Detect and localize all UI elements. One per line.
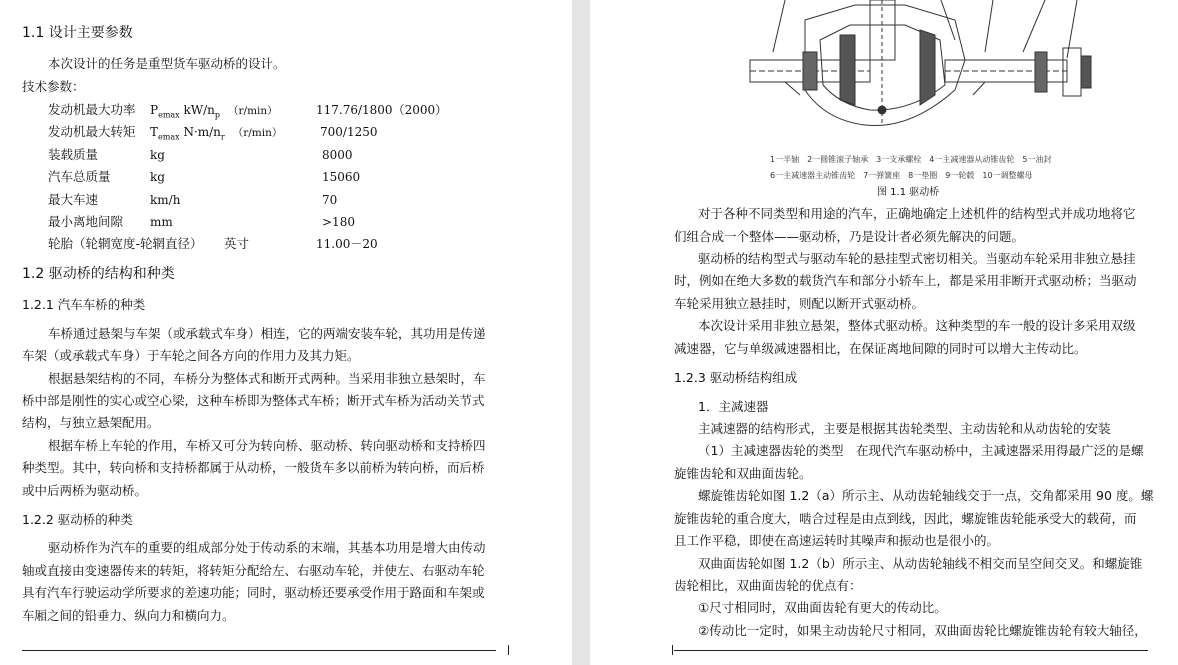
param-value: 8000 (322, 148, 353, 162)
param-symbol: km/h (150, 193, 181, 207)
footer-rule (674, 650, 1148, 651)
text-line: 旋锥齿轮的重合度大，啮合过程是由点到线，因此，螺旋锥齿轮能承受大的载荷，而 (674, 511, 1137, 526)
text-line: 轴或直接由变速器传来的转矩，将转矩分配给左、右驱动车轮，并使左、右驱动车轮 (22, 563, 485, 578)
text-line: 且工作平稳，即使在高速运转时其噪声和振动也是很小的。 (674, 533, 1000, 548)
corner-mark (672, 645, 673, 655)
text-line: 桥中部是刚性的实心或空心梁，这种车桥即为整体式车桥；断开式车桥为活动关节式 (22, 393, 485, 408)
figure-caption: 图 1.1 驱动桥 (877, 187, 940, 198)
text-line: 根据车桥上车轮的作用，车桥又可分为转向桥、驱动桥、转向驱动桥和支持桥四 (48, 438, 486, 453)
text-line: 驱动桥作为汽车的重要的组成部分处于传动系的末端，其基本功用是增大由传动 (48, 540, 486, 555)
left-page (0, 0, 572, 665)
text-line: 根据悬架结构的不同，车桥分为整体式和断开式两种。当采用非独立悬架时，车 (48, 371, 486, 386)
figure-legend-line: 1一半轴 2一圆锥滚子轴承 3一支承螺栓 4一主减速器从动锥齿轮 5一油封 (770, 155, 1052, 164)
figure-legend-line: 6一主减速器主动锥齿轮 7一弹簧座 8一垫圈 9一轮毂 10一调整螺母 (770, 171, 1033, 180)
text-line: 双曲面齿轮如图 1.2（b）所示主、从动齿轮轴线不相交而呈空间交叉。和螺旋锥 (698, 556, 1143, 571)
list-item: ①尺寸相同时，双曲面齿轮有更大的传动比。 (698, 600, 947, 615)
param-symbol: $P_{emax}$ $kW/n_p$ （r/min） (150, 103, 278, 120)
param-name: 发动机最大转矩 (48, 124, 136, 139)
section-heading-1-1: 1.1 设计主要参数 (22, 25, 133, 41)
param-name: 最小离地间隙 (48, 214, 124, 229)
list-heading-main-reducer: 1．主减速器 (698, 399, 769, 414)
text-line: 时，例如在绝大多数的载货汽车和部分小轿车上，都是采用非断开式驱动桥；当驱动 (674, 273, 1137, 288)
param-name: 轮胎（轮辋宽度-轮辋直径） (48, 236, 203, 251)
subsection-heading-1-2-1: 1.2.1 汽车车桥的种类 (22, 297, 146, 312)
intro-paragraph: 本次设计的任务是重型货车驱动桥的设计。 (48, 56, 286, 71)
text-line: 驱动桥的结构型式与驱动车轮的悬挂型式密切相关。当驱动车轮采用非独立悬挂 (698, 251, 1136, 266)
text-line: 齿轮相比，双曲面齿轮的优点有： (674, 578, 862, 593)
right-page (590, 0, 1178, 665)
list-item: ②传动比一定时，如果主动齿轮尺寸相同，双曲面齿轮比螺旋锥齿轮有较大轴径， (698, 623, 1147, 638)
param-value: >180 (322, 215, 355, 229)
subsection-heading-1-2-2: 1.2.2 驱动桥的种类 (22, 512, 133, 527)
text-line: 结构，与独立悬架配用。 (22, 415, 160, 430)
param-name: 装载质量 (48, 147, 99, 162)
text-line: 对于各种不同类型和用途的汽车，正确地确定上述机件的结构型式并成功地将它 (698, 206, 1136, 221)
text-line: 具有汽车行驶运动学所要求的差速功能；同时，驱动桥还要承受作用于路面和车架或 (22, 585, 485, 600)
text-line: 旋锥齿轮和双曲面齿轮。 (674, 466, 812, 481)
text-line: 主减速器的结构形式，主要是根据其齿轮类型、主动齿轮和从动齿轮的安装 (698, 421, 1111, 436)
param-value: 15060 (322, 170, 361, 184)
drive-axle-drawing (745, 0, 1095, 135)
param-name: 最大车速 (48, 192, 99, 207)
param-value: 11.00－20 (316, 237, 378, 251)
param-value: 70 (322, 193, 338, 207)
param-name: 汽车总质量 (48, 169, 111, 184)
text-line: 车轮采用独立悬挂时，则配以断开式驱动桥。 (674, 296, 925, 311)
param-value: 700/1250 (320, 125, 378, 139)
corner-mark (508, 645, 509, 655)
text-line: 车桥通过悬架与车架（或承载式车身）相连，它的两端安装车轮，其功用是传递 (48, 326, 486, 341)
param-name: 发动机最大功率 (48, 102, 136, 117)
text-line: 车厢之间的铅垂力、纵向力和横向力。 (22, 608, 235, 623)
text-line: （1）主减速器齿轮的类型 在现代汽车驱动桥中，主减速器采用得最广泛的是螺 (698, 443, 1144, 458)
param-symbol: mm (150, 215, 173, 229)
param-symbol: 英寸 (224, 236, 250, 251)
section-heading-1-2: 1.2 驱动桥的结构和种类 (22, 266, 175, 282)
text-line: 车架（或承载式车身）于车轮之间各方向的作用力及其力矩。 (22, 348, 360, 363)
param-symbol: kg (150, 170, 165, 184)
text-line: 本次设计采用非独立悬架，整体式驱动桥。这种类型的车一般的设计多采用双级 (698, 318, 1136, 333)
text-line: 们组合成一个整体——驱动桥，乃是设计者必须先解决的问题。 (674, 229, 1025, 244)
tech-params-label: 技术参数： (22, 79, 85, 94)
footer-rule (22, 650, 496, 651)
text-line: 减速器，它与单级减速器相比，在保证离地间隙的同时可以增大主传动比。 (674, 341, 1087, 356)
param-symbol: $T_{emax}$ $N\cdot m/n_r$ （r/min） (150, 125, 283, 142)
page-gutter (572, 0, 590, 665)
text-line: 种类型。其中，转向桥和支持桥都属于从动桥，一般货车多以前桥为转向桥，而后桥 (22, 460, 485, 475)
param-symbol: kg (150, 148, 165, 162)
param-value: 117.76/1800（2000） (316, 103, 448, 117)
text-line: 螺旋锥齿轮如图 1.2（a）所示主、从动齿轮轴线交于一点，交角都采用 90 度。螺 (698, 488, 1154, 503)
text-line: 或中后两桥为驱动桥。 (22, 483, 148, 498)
subsection-heading-1-2-3: 1.2.3 驱动桥结构组成 (674, 370, 798, 385)
